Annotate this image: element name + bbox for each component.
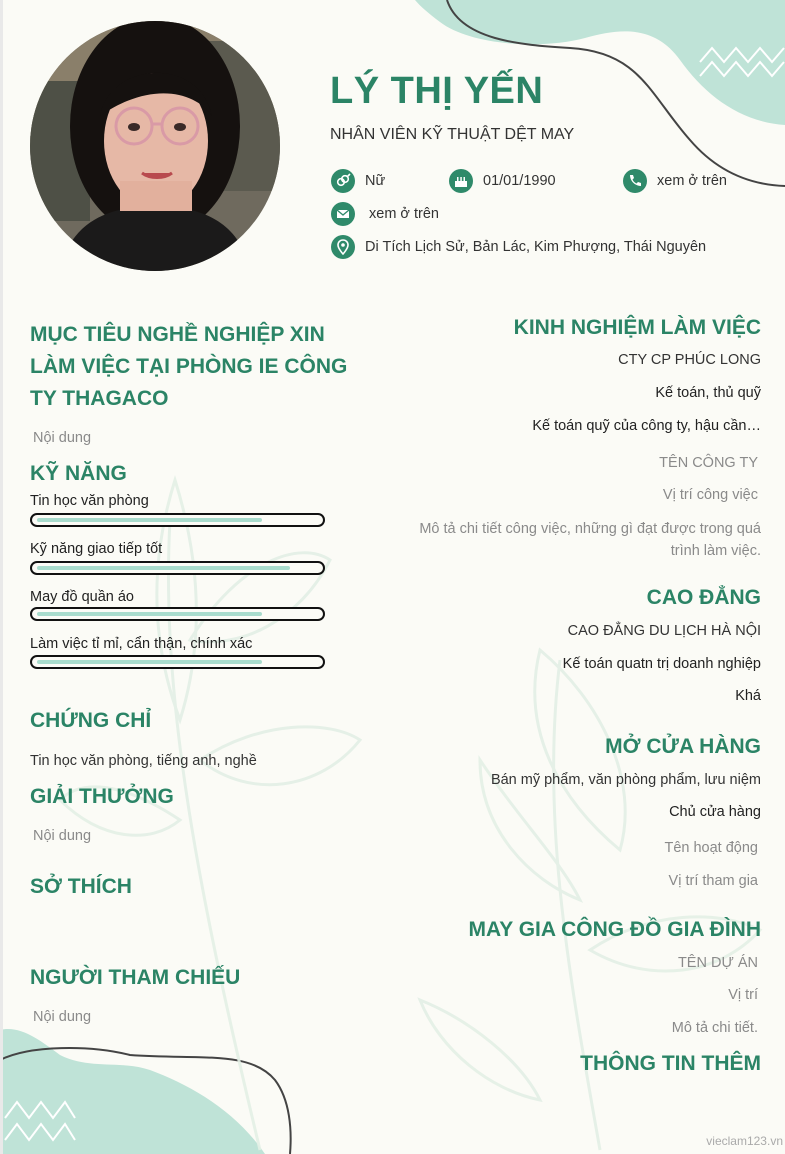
activity-name: Tên hoạt động (664, 840, 758, 856)
skill-bar-fill (37, 566, 290, 570)
project-heading: MAY GIA CÔNG ĐỒ GIA ĐÌNH (468, 918, 761, 941)
exp1-position: Kế toán, thủ quỹ (655, 385, 761, 401)
education-major: Kế toán quatn trị doanh nghiệp (562, 656, 761, 672)
skill-bar (30, 607, 325, 621)
phone-icon (623, 169, 647, 193)
email-icon (331, 202, 355, 226)
project-description: Mô tả chi tiết. (671, 1020, 758, 1036)
certificates-heading: CHỨNG CHỈ (30, 709, 152, 732)
more-info-heading: THÔNG TIN THÊM (580, 1052, 761, 1075)
skill-bar-fill (37, 612, 262, 616)
education-heading: CAO ĐẲNG (646, 586, 761, 609)
exp2-company: TÊN CÔNG TY (659, 455, 758, 471)
skill-bar (30, 655, 325, 669)
references-heading: NGƯỜI THAM CHIẾU (30, 966, 241, 989)
email-info (331, 202, 439, 226)
awards-heading: GIẢI THƯỞNG (30, 785, 174, 808)
exp1-description: Kế toán quỹ của công ty, hậu cần… (532, 418, 761, 434)
hobbies-heading: SỞ THÍCH (30, 875, 132, 898)
skills-heading: KỸ NĂNG (30, 462, 127, 485)
experience-heading: KINH NGHIỆM LÀM VIỆC (513, 316, 761, 339)
birthday-cake-icon (449, 169, 473, 193)
activity-description: Bán mỹ phẩm, văn phòng phẩm, lưu niệm (490, 772, 761, 788)
certificates-content: Tin học văn phòng, tiếng anh, nghề (30, 753, 257, 769)
skill-label: Kỹ năng giao tiếp tốt (30, 541, 163, 557)
education-grade: Khá (735, 688, 761, 704)
gender-icon (331, 169, 355, 193)
avatar (30, 21, 280, 271)
awards-content: Nội dung (33, 828, 92, 844)
references-content: Nội dung (33, 1009, 92, 1025)
email-value: xem ở trên (369, 206, 439, 222)
skill-bar-fill (37, 660, 262, 664)
activity-heading: MỞ CỬA HÀNG (605, 735, 761, 758)
candidate-name: LÝ THỊ YẾN (330, 70, 544, 112)
skill-label: Làm việc tỉ mỉ, cẩn thận, chính xác (30, 636, 253, 652)
skill-bar (30, 561, 325, 575)
activity-position: Vị trí tham gia (668, 873, 758, 889)
project-position: Vị trí (728, 987, 758, 1003)
exp2-position: Vị trí công việc (662, 487, 758, 503)
skill-bar (30, 513, 325, 527)
skill-bar-fill (37, 518, 262, 522)
gender-info (331, 169, 385, 193)
objective-content: Nội dung (33, 430, 92, 446)
birthday-value: 01/01/1990 (483, 173, 556, 189)
left-edge-line (0, 0, 3, 1154)
phone-value: xem ở trên (657, 173, 727, 189)
exp1-company: CTY CP PHÚC LONG (618, 352, 761, 368)
exp2-description: Mô tả chi tiết công việc, những gì đạt được trong quá trình làm việc. (419, 521, 761, 559)
address-value: Di Tích Lịch Sử, Bản Lác, Kim Phượng, Thái Nguyên (365, 239, 707, 255)
education-school: CAO ĐẲNG DU LỊCH HÀ NỘI (567, 623, 761, 639)
objective-heading: MỤC TIÊU NGHỀ NGHIỆP XIN LÀM VIỆC TẠI PHÒNG IE CÔNG TY THAGACO (30, 323, 348, 410)
skill-label: May đồ quần áo (30, 589, 134, 605)
job-title: NHÂN VIÊN KỸ THUẬT DỆT MAY (330, 126, 575, 143)
phone-info (623, 169, 727, 193)
project-name: TÊN DỰ ÁN (677, 955, 758, 971)
address-info (331, 235, 706, 259)
location-pin-icon (331, 235, 355, 259)
gender-value: Nữ (365, 173, 386, 189)
skill-label: Tin học văn phòng (30, 493, 149, 509)
birthday-info (449, 169, 556, 193)
activity-role: Chủ cửa hàng (669, 804, 761, 820)
watermark: vieclam123.vn (706, 1134, 783, 1148)
